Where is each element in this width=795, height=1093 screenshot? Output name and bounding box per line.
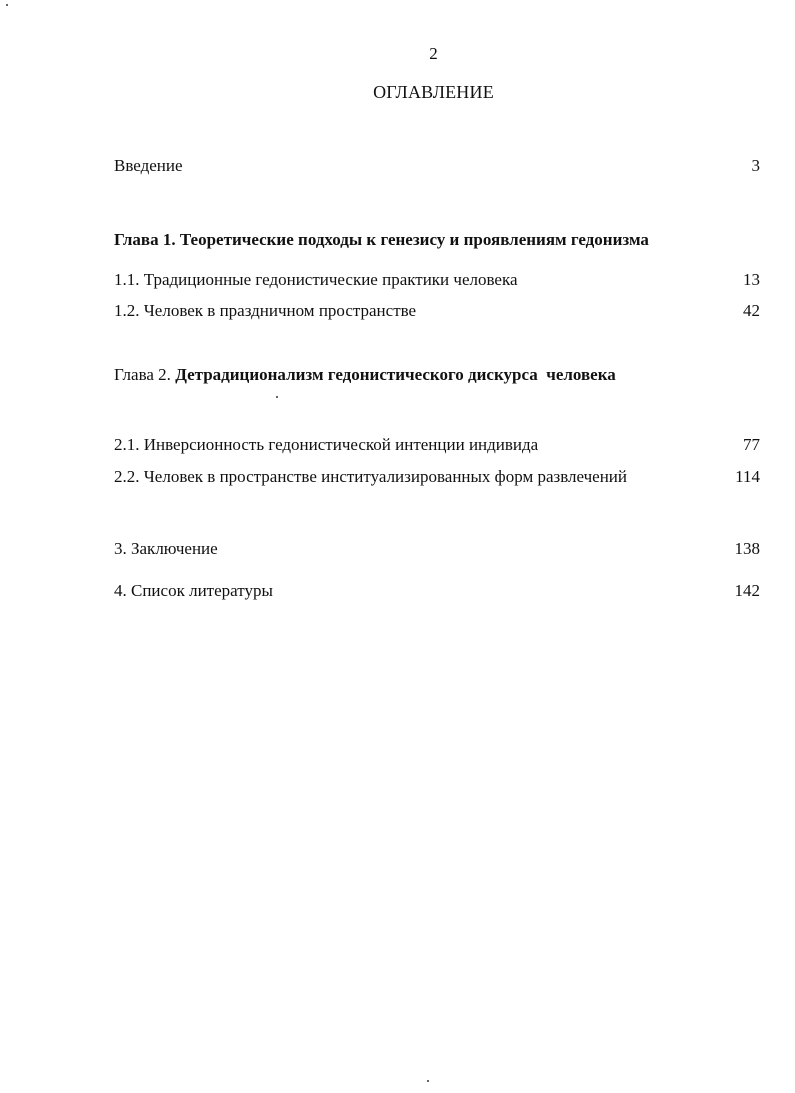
toc-entry-page: 77 [743,435,760,454]
toc-entry-page: 142 [734,581,760,600]
toc-entry-page: 42 [743,301,760,320]
toc-entry-label: Введение [114,156,183,175]
toc-entry-page: 114 [735,467,760,486]
toc-entry-label: 1.2. Человек в праздничном пространстве [114,301,417,320]
scan-speck [276,396,278,398]
toc-entry-page: 138 [734,539,760,558]
toc-entry-label: 4. Список литературы [114,581,273,600]
chapter-2-heading-prefix: Глава 2. [114,365,176,384]
chapter-2-heading-text [114,365,616,385]
toc-entry-label: 2.2. Человек в пространстве институализированных форм развлечений [114,467,628,486]
toc-entry-page: 13 [743,270,760,289]
page-number: 2 [429,44,438,63]
scan-speck [6,4,8,6]
chapter-1-heading-text: Глава 1. Теоретические подходы к генезису и проявлениям гедонизма [114,230,649,249]
toc-entry-label: 3. Заключение [114,539,218,558]
toc-entry-label: 1.1. Традиционные гедонистические практики человека [114,270,518,289]
toc-entry-page: 3 [751,156,760,175]
toc-title: ОГЛАВЛЕНИЕ [373,82,494,102]
toc-entry-label: 2.1. Инверсионность гедонистической интенции индивида [114,435,539,454]
scan-speck [427,1080,429,1082]
chapter-2-heading-title: Детрадиционализм гедонистического дискурса человека [175,365,616,384]
